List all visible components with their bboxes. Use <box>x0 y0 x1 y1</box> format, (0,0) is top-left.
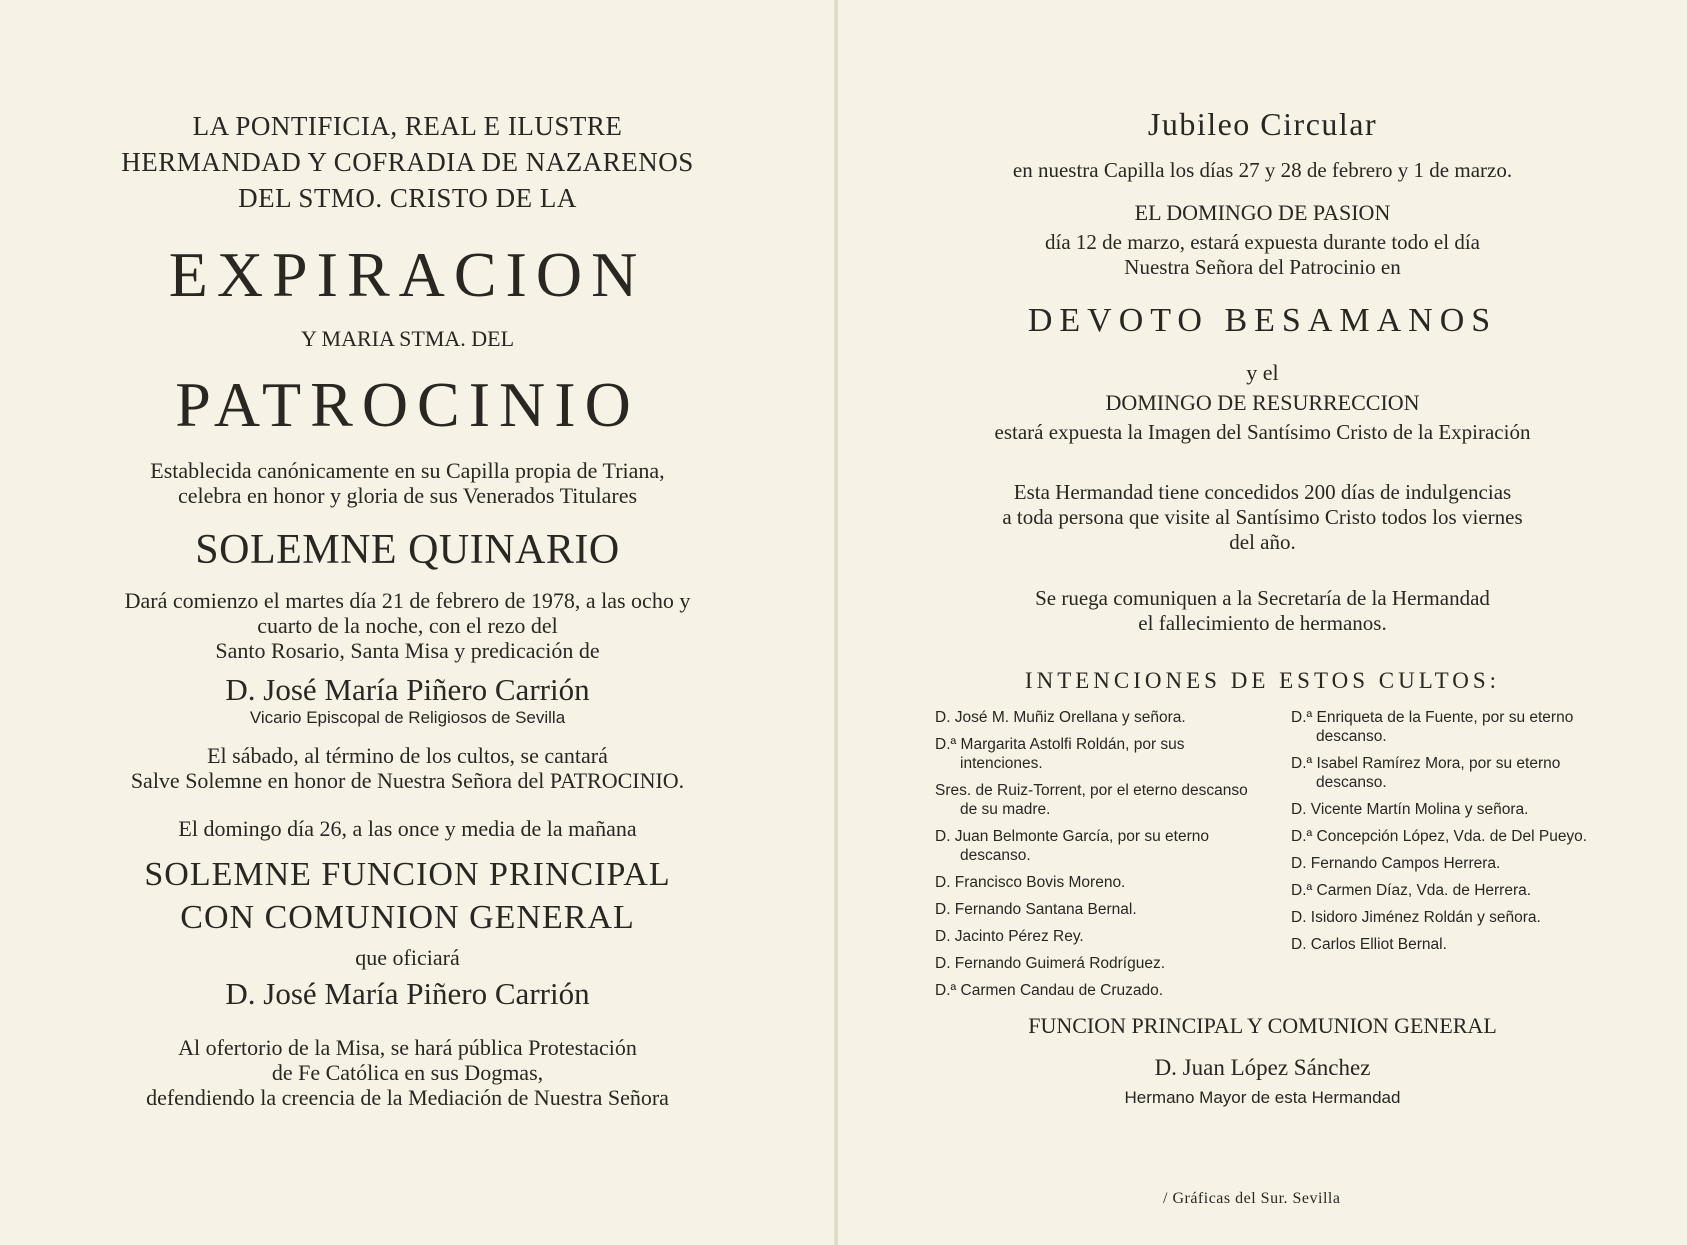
title-expiracion: EXPIRACION <box>168 239 647 310</box>
intention-item: D. Fernando Guimerá Rodríguez. <box>935 955 1166 972</box>
saturday-text <box>60 743 755 793</box>
printer-imprint: / Gráficas del Sur. Sevilla <box>1163 1190 1341 1207</box>
intention-item: D. Fernando Campos Herrera. <box>1291 855 1501 872</box>
intention-item: D. Isidoro Jiménez Roldán y señora. <box>1291 909 1541 926</box>
right-page <box>838 0 1687 1245</box>
intention-item: D. Carlos Elliot Bernal. <box>1291 936 1447 953</box>
intro-text <box>60 458 755 508</box>
brotherhood-heading <box>60 108 755 216</box>
heading-line: HERMANDAD Y COFRADIA DE NAZARENOS <box>121 147 694 177</box>
intro-line: celebra en honor y gloria de sus Venerados Titulares <box>177 483 638 508</box>
function-title <box>60 853 755 939</box>
intention-item: D. Vicente Martín Molina y señora. <box>1291 801 1529 818</box>
intention-item: D.ª Isabel Ramírez Mora, por su eterno descanso. <box>1291 755 1561 791</box>
indulgencias-line: a toda persona que visite al Santísimo Cristo todos los viernes <box>1002 505 1523 529</box>
secretaria-text <box>898 586 1627 636</box>
intention-item: D.ª Enriqueta de la Fuente, por su eterno descanso. <box>1291 709 1574 745</box>
closing-line: de Fe Católica en sus Dogmas, <box>271 1060 544 1085</box>
jubileo-text: en nuestra Capilla los días 27 y 28 de febrero y 1 de marzo. <box>1012 158 1513 182</box>
domingo-pasion: EL DOMINGO DE PASION <box>1134 200 1391 225</box>
intro-line: Establecida canónicamente en su Capilla propia de Triana, <box>150 458 665 483</box>
sunday-text: El domingo día 26, a las once y media de la mañana <box>178 816 637 841</box>
besamanos-title: DEVOTO BESAMANOS <box>1027 302 1498 339</box>
intention-item: D. José M. Muñiz Orellana y señora. <box>935 709 1186 726</box>
heading-line: DEL STMO. CRISTO DE LA <box>238 183 577 213</box>
intention-item: D.ª Margarita Astolfi Roldán, por sus intenciones. <box>935 736 1185 772</box>
indulgencias-line: Esta Hermandad tiene concedidos 200 días de indulgencias <box>1013 480 1512 504</box>
title-patrocinio: PATROCINIO <box>175 369 640 440</box>
quinario-text <box>60 588 755 663</box>
heading-line: LA PONTIFICIA, REAL E ILUSTRE <box>192 111 623 141</box>
intention-item: D. Juan Belmonte García, por su eterno descanso. <box>935 828 1209 864</box>
closing-line: defendiendo la creencia de la Mediación de Nuestra Señora <box>146 1085 669 1110</box>
subtitle: Y MARIA STMA. DEL <box>300 326 515 351</box>
funcion-title: FUNCION PRINCIPAL Y COMUNION GENERAL <box>1028 1013 1497 1038</box>
indulgencias-text <box>898 480 1627 555</box>
intention-item: D. Fernando Santana Bernal. <box>935 901 1137 918</box>
left-page <box>0 0 835 1245</box>
preacher-title: Vicario Episcopal de Religiosos de Sevilla <box>249 708 566 727</box>
function-line: SOLEMNE FUNCION PRINCIPAL <box>144 856 671 893</box>
intenciones-left-column <box>935 708 1265 1008</box>
intention-item: Sres. de Ruiz-Torrent, por el eterno descanso de su madre. <box>935 782 1248 818</box>
pasion-line: Nuestra Señora del Patrocinio en <box>1124 255 1401 279</box>
closing-line: Al ofertorio de la Misa, se hará pública Protestación <box>178 1035 637 1060</box>
intention-item: D.ª Carmen Candau de Cruzado. <box>935 982 1164 999</box>
indulgencias-line: del año. <box>1229 530 1296 554</box>
intention-item: D. Francisco Bovis Moreno. <box>935 874 1126 891</box>
intention-item: D.ª Concepción López, Vda. de Del Pueyo. <box>1291 828 1588 845</box>
function-line: CON COMUNION GENERAL <box>180 899 635 936</box>
y-el: y el <box>1246 360 1279 385</box>
intention-item: D.ª Carmen Díaz, Vda. de Herrera. <box>1291 882 1532 899</box>
quinario-line: cuarto de la noche, con el rezo del <box>257 613 558 638</box>
pasion-line: día 12 de marzo, estará expuesta durante todo el día <box>1045 230 1480 254</box>
officiant-intro: que oficiará <box>355 945 460 970</box>
resurreccion-text: estará expuesta la Imagen del Santísimo Cristo de la Expiración <box>994 420 1531 444</box>
saturday-line: El sábado, al término de los cultos, se cantará <box>207 743 608 768</box>
intenciones-title: INTENCIONES DE ESTOS CULTOS: <box>1024 668 1501 693</box>
secretaria-line: el fallecimiento de hermanos. <box>1138 611 1387 635</box>
quinario-line: Dará comienzo el martes día 21 de febrero de 1978, a las ocho y <box>124 588 691 613</box>
domingo-resurreccion: DOMINGO DE RESURRECCION <box>1105 390 1420 415</box>
closing-text <box>60 1035 755 1110</box>
intention-item: D. Jacinto Pérez Rey. <box>935 928 1084 945</box>
quinario-title: SOLEMNE QUINARIO <box>195 527 620 573</box>
pasion-text <box>898 230 1627 280</box>
quinario-line: Santo Rosario, Santa Misa y predicación de <box>215 638 600 663</box>
signer-name: D. Juan López Sánchez <box>1154 1055 1371 1080</box>
intenciones-right-column <box>1291 708 1621 962</box>
secretaria-line: Se ruega comuniquen a la Secretaría de la Hermandad <box>1035 586 1490 610</box>
preacher-name: D. José María Piñero Carrión <box>225 672 590 707</box>
saturday-line: Salve Solemne en honor de Nuestra Señora del PATROCINIO. <box>130 768 685 793</box>
jubileo-title: Jubileo Circular <box>1147 106 1378 142</box>
officiant-name: D. José María Piñero Carrión <box>225 976 590 1011</box>
signer-title: Hermano Mayor de esta Hermandad <box>1124 1088 1401 1107</box>
